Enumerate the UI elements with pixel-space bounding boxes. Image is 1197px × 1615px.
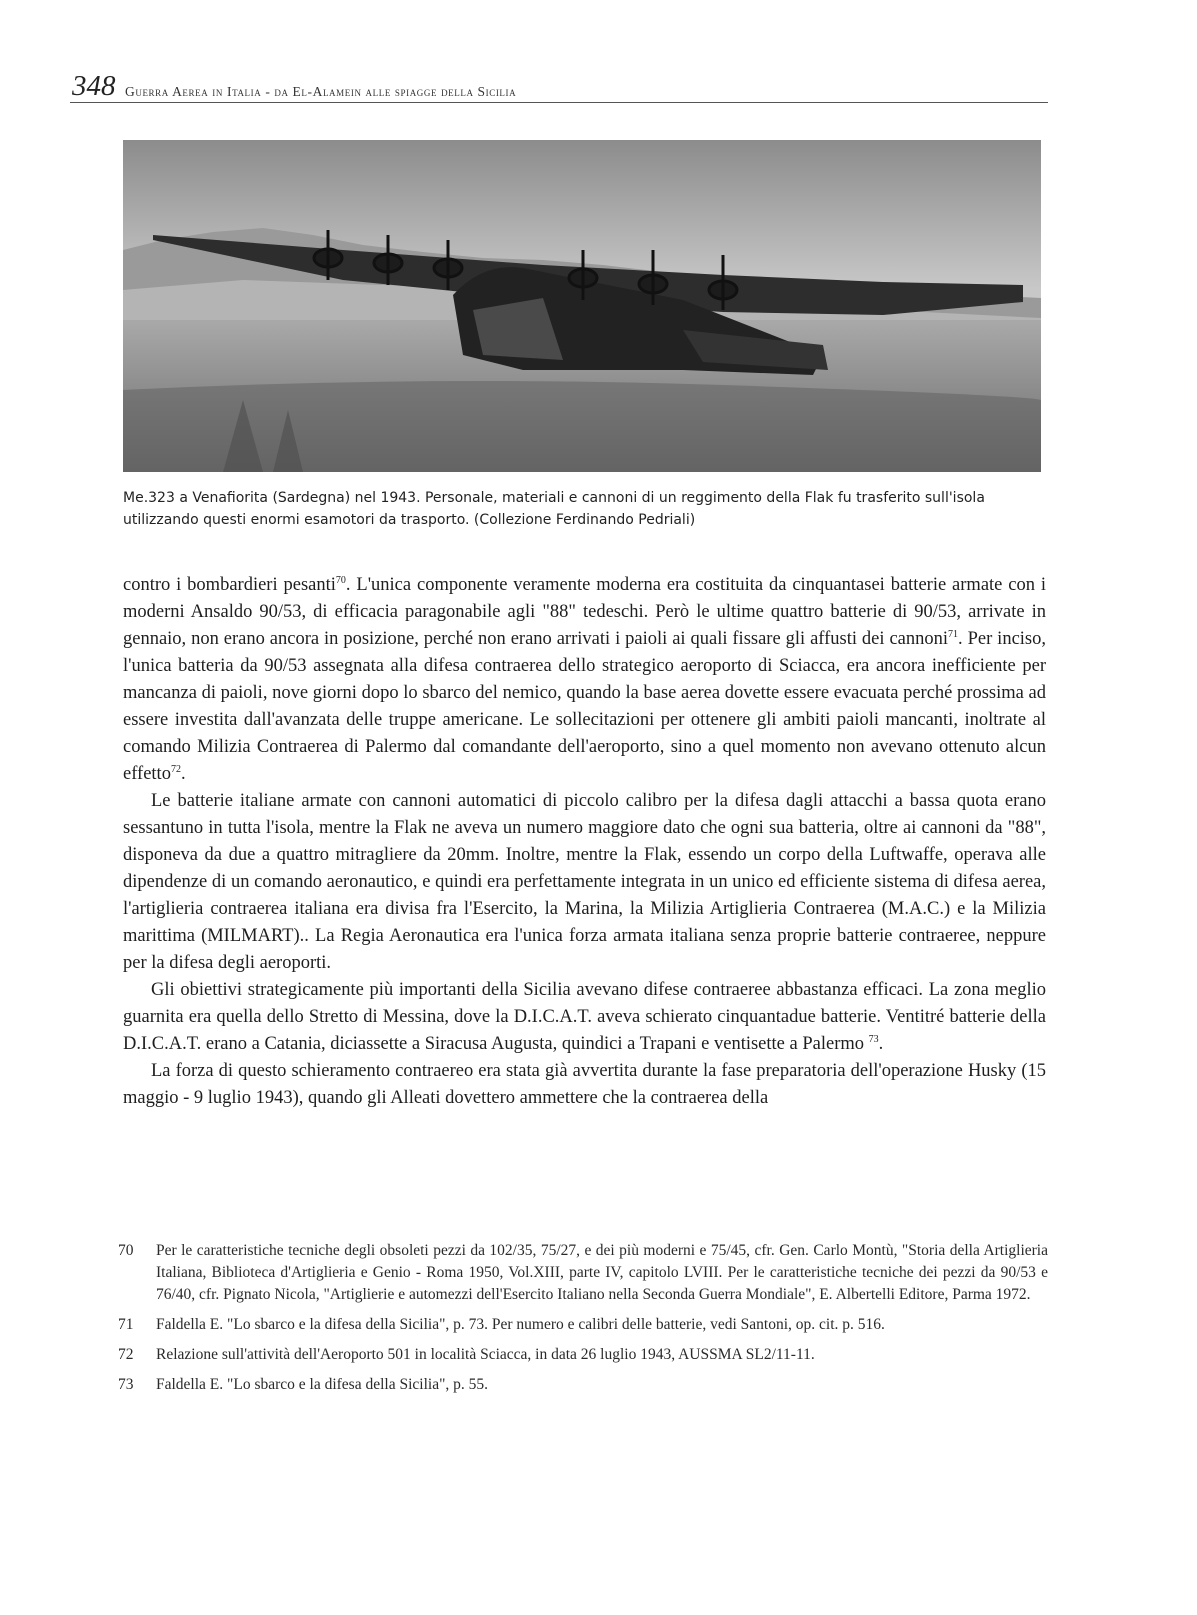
paragraph bbox=[123, 977, 1046, 1058]
footnote-number: 72 bbox=[118, 1346, 134, 1363]
footnote bbox=[118, 1240, 1048, 1306]
footnote-text: Faldella E. "Lo sbarco e la difesa della Sicilia", p. 55. bbox=[156, 1376, 489, 1393]
footnote bbox=[118, 1344, 1048, 1366]
text-run: contro i bombardieri pesanti bbox=[123, 575, 336, 595]
running-title: Guerra Aerea in Italia - da El-Alamein alle spiagge della Sicilia bbox=[125, 84, 517, 99]
paragraph bbox=[123, 572, 1046, 788]
running-head bbox=[70, 70, 1048, 103]
text-run: Gli obiettivi strategicamente più importanti della Sicilia avevano difese contraeree abbastanza efficaci. La zona meglio guarnita era quella dello Stretto di Messina, dove la D.I.C.A.T. aveva schierato cinquantadue batterie. Ventitré batterie della D.I.C.A.T. erano a Catania, diciassette a Siracusa Augusta, quindici a Trapani e ventisette a Palermo bbox=[123, 980, 1046, 1054]
footnote bbox=[118, 1314, 1048, 1336]
text-run: . Per inciso, l'unica batteria da 90/53 assegnata alla difesa contraerea dello strategico aeroporto di Sciacca, era ancora inefficiente per mancanza di paioli, nove giorni dopo lo sbarco del nemico, quando la base aerea dovette essere evacuata perché prossima ad essere investita dall'avanzata delle truppe americane. Le sollecitazioni per ottenere gli ambiti paioli mancanti, inoltrate al comando Milizia Contraerea di Palermo dal comandante dell'aeroporto, sino a quel momento non avevano ottenuto alcun effetto bbox=[123, 629, 1046, 784]
paragraph: La forza di questo schieramento contraereo era stata già avvertita durante la fase preparatoria dell'operazione Husky (15 maggio - 9 luglio 1943), quando gli Alleati dovettero ammettere che la contraerea della bbox=[123, 1061, 1046, 1108]
aircraft-photo bbox=[123, 140, 1041, 472]
footnote-number: 71 bbox=[118, 1316, 134, 1333]
text-run: . bbox=[180, 764, 186, 784]
footnote-text: Per le caratteristiche tecniche degli obsoleti pezzi da 102/35, 75/27, e dei più moderni e 75/45, cfr. Gen. Carlo Montù, "Storia della Artiglieria Italiana, Biblioteca d'Artiglieria e Genio - Roma 1950, Vol.XIII, parte IV, capitolo LVIII. Per le caratteristiche tecniche dei pezzi da 90/53 e 76/40, cfr. Pignato Nicola, "Artiglierie e automezzi dell'Esercito Italiano nella Seconda Guerra Mondiale", E. Albertelli Editore, Parma 1972. bbox=[156, 1242, 1048, 1303]
footnote bbox=[118, 1374, 1048, 1396]
footnote-ref: 72 bbox=[170, 764, 181, 775]
footnote-number: 73 bbox=[118, 1376, 134, 1393]
body-text bbox=[123, 572, 1046, 1112]
photo-caption: Me.323 a Venafiorita (Sardegna) nel 1943. Personale, materiali e cannoni di un reggimento della Flak fu trasferito sull'isola utilizzando questi enormi esamotori da trasporto. (Collezione Ferdinando Pedriali) bbox=[123, 490, 985, 528]
footnote-text: Faldella E. "Lo sbarco e la difesa della Sicilia", p. 73. Per numero e calibri delle batterie, vedi Santoni, op. cit. p. 516. bbox=[156, 1316, 885, 1333]
paragraph: Le batterie italiane armate con cannoni automatici di piccolo calibro per la difesa dagli attacchi a bassa quota erano sessantuno in tutta l'isola, mentre la Flak ne aveva un numero maggiore dato che ogni sua batteria, oltre ai cannoni da "88", disponeva da due a quattro mitragliere da 20mm. Inoltre, mentre la Flak, essendo un corpo della Luftwaffe, operava alle dipendenze di un comando aeronautico, e quindi era perfettamente integrata in un unico ed efficiente sistema di difesa aerea, l'artiglieria contraerea italiana era divisa fra l'Esercito, la Marina, la Milizia Artiglieria Contraerea (M.A.C.) e la Milizia marittima (MILMART).. La Regia Aeronautica era l'unica forza armata italiana senza proprie batterie contraeree, neppure per la difesa degli aeroporti. bbox=[123, 791, 1046, 973]
text-run: . L'unica componente veramente moderna era costituita da cinquantasei batterie armate con i moderni Ansaldo 90/53, di efficacia paragonabile agli "88" tedeschi. Però le ultime quattro batterie di 90/53, arrivate in gennaio, non erano ancora in posizione, perché non erano arrivati i paioli ai quali fissare gli affusti dei cannoni bbox=[123, 575, 1047, 649]
footnotes bbox=[118, 1240, 1048, 1404]
footnote-ref: 73 bbox=[868, 1034, 879, 1045]
page-number: 348 bbox=[72, 70, 116, 102]
text-run: . bbox=[878, 1034, 884, 1054]
footnote-text: Relazione sull'attività dell'Aeroporto 501 in località Sciacca, in data 26 luglio 1943, AUSSMA SL2/11-11. bbox=[156, 1346, 815, 1363]
footnote-ref: 70 bbox=[335, 575, 346, 586]
footnote-number: 70 bbox=[118, 1242, 134, 1259]
footnote-ref: 71 bbox=[948, 629, 959, 640]
